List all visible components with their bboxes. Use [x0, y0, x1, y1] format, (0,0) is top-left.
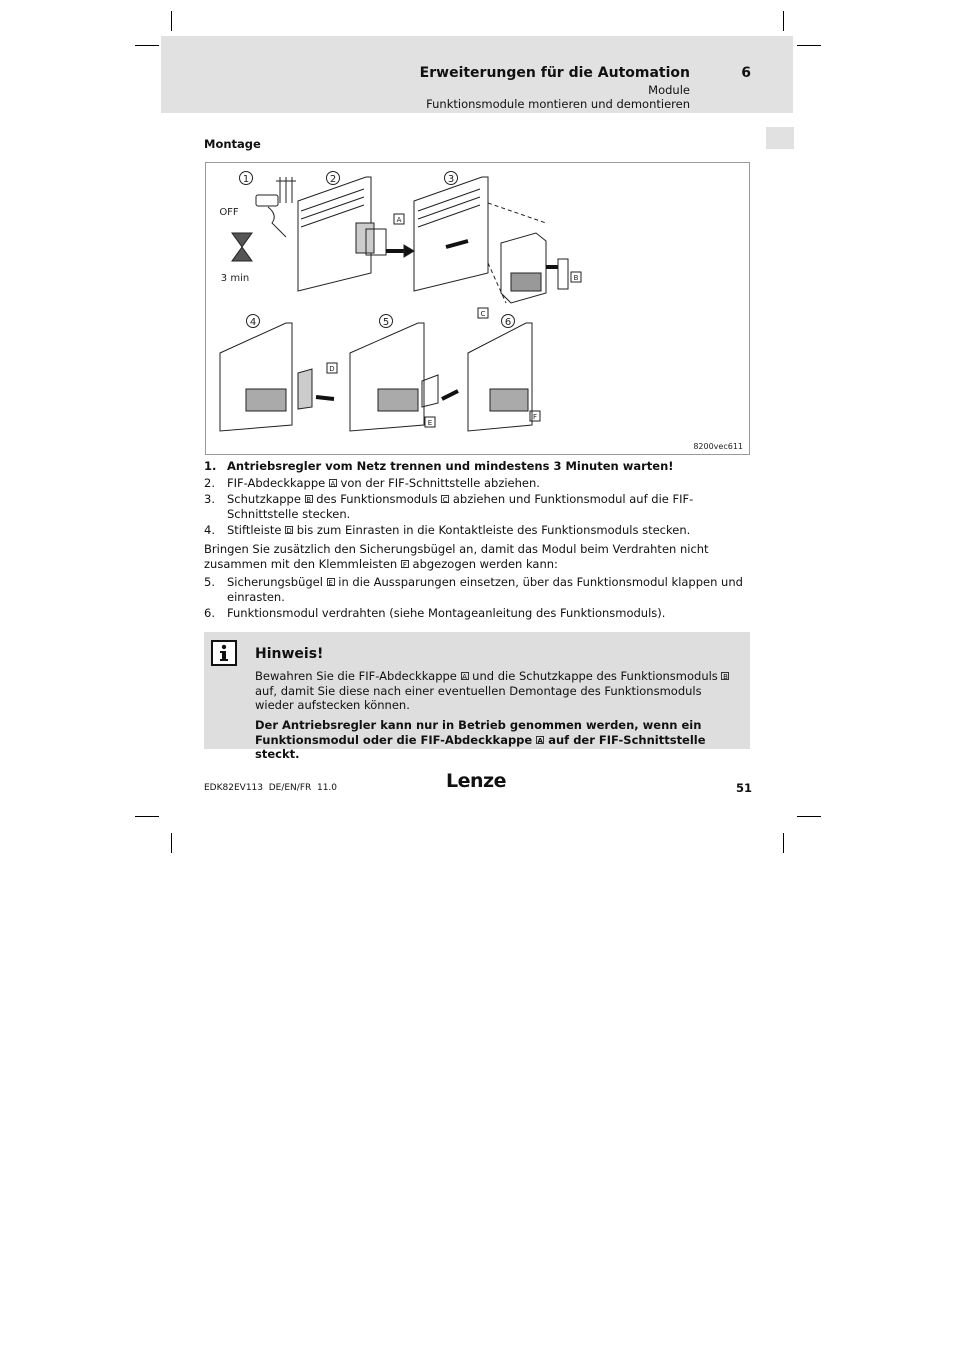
callout-d: D	[329, 365, 335, 373]
cap-drawing	[558, 259, 568, 289]
callout-c: C	[480, 310, 486, 318]
drive-drawing	[414, 177, 488, 291]
off-label: OFF	[219, 207, 239, 218]
crop-mark	[171, 833, 172, 853]
assembly-illustration	[206, 163, 749, 454]
ref-box: C	[442, 496, 448, 504]
step-number: 6	[504, 317, 512, 328]
step-number: 4	[249, 317, 257, 328]
note-paragraph: Bewahren Sie die FIF-Abdeckkappe A und die Schutzkappe des Funktionsmoduls B auf, damit Sie diese nach einer eventuellen Demontage des Funktionsmoduls wieder aufstecken können.	[255, 669, 728, 712]
assembly-figure	[205, 162, 750, 455]
steps-list-2	[204, 575, 752, 623]
note-title: Hinweis!	[255, 646, 324, 662]
ref-box: A	[330, 479, 336, 488]
wait-label: 3 min	[220, 273, 250, 284]
crop-mark	[797, 816, 821, 817]
montage-heading: Montage	[204, 137, 261, 151]
ref-box: B	[306, 496, 311, 504]
crop-mark	[135, 816, 159, 817]
info-icon	[211, 640, 237, 666]
list-item: 1. Antriebsregler vom Netz trennen und mindestens 3 Minuten warten!	[204, 459, 674, 473]
intro-paragraph: Bringen Sie zusätzlich den Sicherungsbügel an, damit das Modul beim Verdrahten nicht zusammen mit den Klemmleisten F abgezogen werden kann:	[204, 542, 709, 571]
drive-drawing	[468, 323, 532, 431]
crop-mark	[171, 11, 172, 31]
callout-f: F	[532, 413, 538, 421]
section-title: Module	[648, 83, 690, 97]
subsection-title: Funktionsmodule montieren und demontieren	[426, 97, 690, 111]
crop-mark	[135, 45, 159, 46]
callout-b: B	[573, 274, 579, 282]
drive-drawing	[220, 323, 292, 431]
ref-box: A	[462, 673, 467, 681]
ref-box: D	[286, 527, 292, 535]
chapter-title: Erweiterungen für die Automation	[419, 65, 690, 81]
drive-drawing	[350, 323, 424, 431]
figure-id: 8200vec611	[693, 442, 743, 451]
steps-list	[204, 459, 752, 540]
callout-a: A	[396, 216, 402, 224]
list-item: 5. Sicherungsbügel E in die Aussparungen einsetzen, über das Funktionsmodul klappen und einrasten.	[204, 575, 743, 604]
step-number: 5	[382, 317, 390, 328]
page-number: 51	[736, 781, 753, 795]
ref-box: B	[723, 673, 728, 681]
note-paragraph-bold: Der Antriebsregler kann nur in Betrieb genommen werden, wenn ein Funktionsmodul oder die FIF-Abdeckkappe A auf der FIF-Schnittstelle steckt.	[255, 718, 706, 761]
list-item: 6. Funktionsmodul verdrahten (siehe Montageanleitung des Funktionsmoduls).	[204, 606, 666, 620]
ref-box: F	[402, 560, 407, 569]
crop-mark	[797, 45, 821, 46]
note-box	[204, 632, 750, 761]
ref-box: A	[537, 736, 543, 745]
lenze-logo: Lenze	[446, 770, 506, 792]
list-item: 2. FIF-Abdeckkappe A von der FIF-Schnittstelle abziehen.	[204, 475, 540, 490]
list-item: 4. Stiftleiste D bis zum Einrasten in die Kontaktleiste des Funktionsmoduls stecken.	[204, 523, 691, 537]
document-id: EDK82EV113 DE/EN/FR 11.0	[204, 783, 338, 793]
chapter-number: 6	[741, 65, 751, 81]
step-number: 1	[242, 174, 250, 185]
list-item: 3. Schutzkappe B des Funktionsmoduls C abziehen und Funktionsmodul auf die FIF-Schnittstelle stecken.	[204, 492, 694, 521]
crop-mark	[783, 833, 784, 853]
hand-icon	[268, 207, 286, 237]
function-module-drawing	[501, 233, 546, 303]
step-number: 3	[447, 174, 455, 185]
callout-e: E	[427, 419, 433, 427]
switch-icon	[256, 195, 278, 206]
page-header	[161, 36, 793, 113]
crop-mark	[783, 11, 784, 31]
ref-box: E	[328, 579, 333, 587]
step-number: 2	[329, 174, 337, 185]
hourglass-icon	[232, 233, 252, 261]
chapter-tab	[766, 127, 794, 149]
